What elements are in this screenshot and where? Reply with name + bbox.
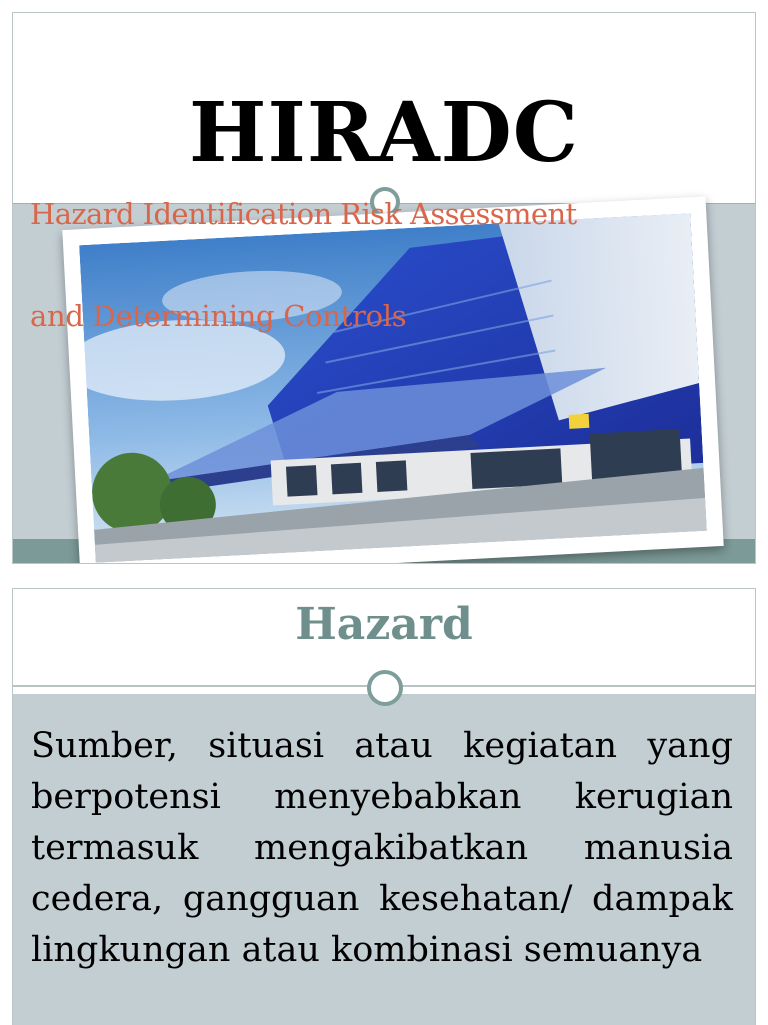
slide-heading: Hazard <box>295 599 473 650</box>
definition-slide <box>12 588 756 1025</box>
circle-ornament-icon <box>367 670 403 706</box>
title-slide <box>12 12 756 564</box>
subtitle-line-2: and Determining Controls <box>30 299 407 333</box>
slide-title: HIRADC <box>189 85 579 181</box>
building-image <box>79 213 707 563</box>
building-photo <box>62 196 723 564</box>
subtitle-line-1: Hazard Identification Risk Assessment <box>30 197 577 231</box>
definition-text: Sumber, situasi atau kegiatan yang berpotensi menyebabkan kerugian termasuk mengakibatkan manusia cedera, gangguan kesehatan/ dampak lingkungan atau kombinasi semuanya <box>31 726 733 970</box>
